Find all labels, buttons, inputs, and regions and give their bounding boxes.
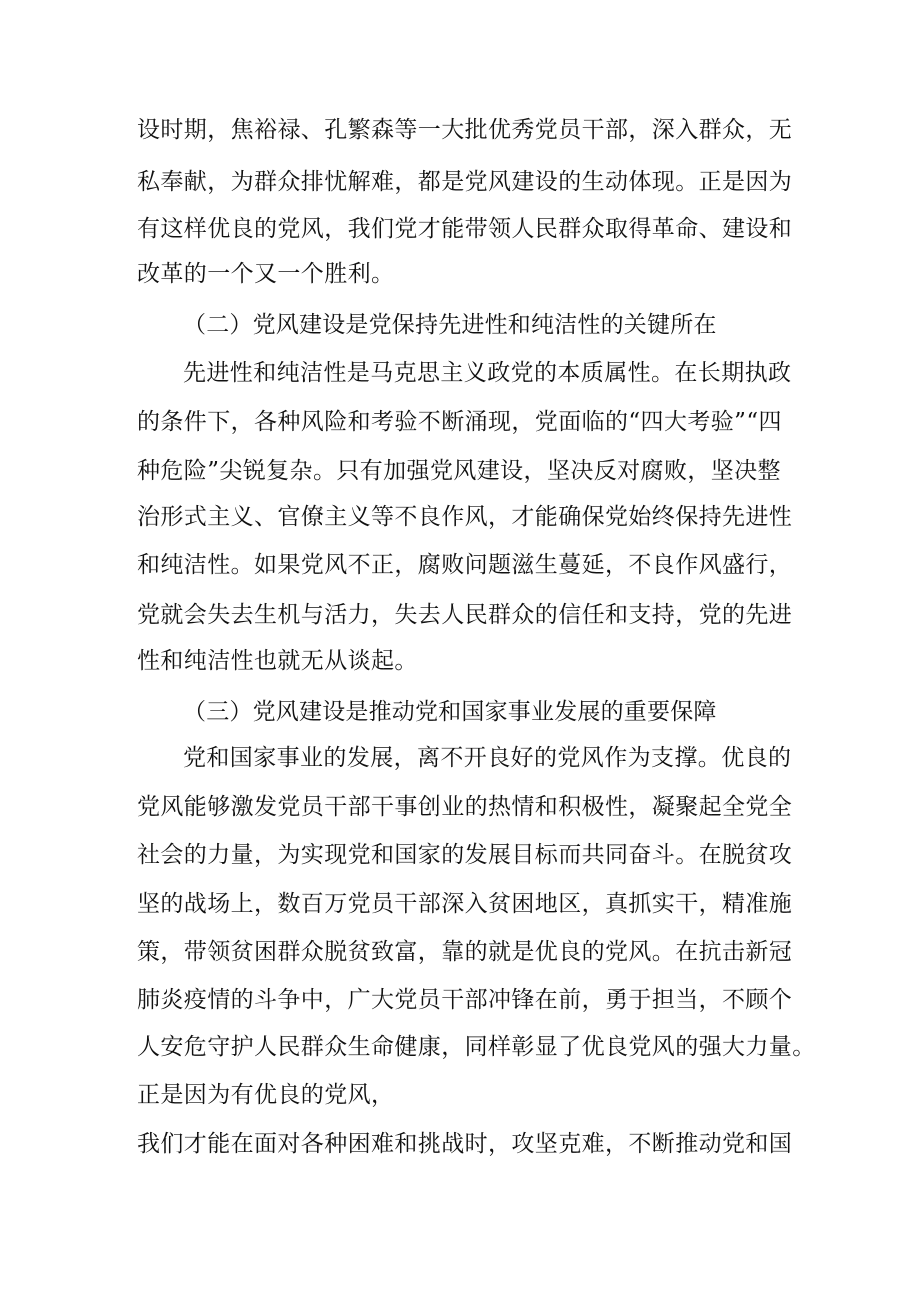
paragraph-line: 党风能够激发党员干部干事创业的热情和积极性，凝聚起全党全 <box>137 794 793 820</box>
paragraph-line: 人安危守护人民群众生命健康，同样彰显了优良党风的强大力量。 <box>137 1034 816 1060</box>
paragraph-line: 党和国家事业的发展，离不开良好的党风作为支撑。优良的 <box>183 745 792 771</box>
paragraph-line: 和纯洁性。如果党风不正，腐败问题滋生蔓延，不良作风盛行， <box>137 552 793 578</box>
section-heading-3: （三）党风建设是推动党和国家事业发展的重要保障 <box>183 699 717 725</box>
paragraph-line: 肺炎疫情的斗争中，广大党员干部冲锋在前，勇于担当，不顾个 <box>137 987 793 1013</box>
paragraph-line: 种危险”尖锐复杂。只有加强党风建设，坚决反对腐败，坚决整 <box>137 458 781 484</box>
paragraph-line: 治形式主义、官僚主义等不良作风，才能确保党始终保持先进性 <box>137 504 793 530</box>
paragraph-line: 的条件下，各种风险和考验不断涌现，党面临的“四大考验”“四 <box>137 409 782 435</box>
paragraph-line: 改革的一个又一个胜利。 <box>137 261 395 287</box>
paragraph-line: 有这样优良的党风，我们党才能带领人民群众取得革命、建设和 <box>137 216 793 242</box>
paragraph-line: 策，带领贫困群众脱贫致富，靠的就是优良的党风。在抗击新冠 <box>137 939 793 965</box>
paragraph-line: 我们才能在面对各种困难和挑战时，攻坚克难，不断推动党和国 <box>137 1131 793 1157</box>
paragraph-line: 设时期，焦裕禄、孔繁森等一大批优秀党员干部，深入群众，无 <box>137 117 793 143</box>
paragraph-line: 私奉献，为群众排忧解难，都是党风建设的生动体现。正是因为 <box>137 169 793 195</box>
paragraph-line: 正是因为有优良的党风， <box>137 1082 395 1108</box>
section-heading-2: （二）党风建设是党保持先进性和纯洁性的关键所在 <box>183 312 717 338</box>
paragraph-line: 坚的战场上，数百万党员干部深入贫困地区，真抓实干，精准施 <box>137 891 793 917</box>
paragraph-line: 性和纯洁性也就无从谈起。 <box>137 648 418 674</box>
paragraph-line: 党就会失去生机与活力，失去人民群众的信任和支持，党的先进 <box>137 602 793 628</box>
paragraph-line: 社会的力量，为实现党和国家的发展目标而共同奋斗。在脱贫攻 <box>137 842 793 868</box>
paragraph-line: 先进性和纯洁性是马克思主义政党的本质属性。在长期执政 <box>183 360 792 386</box>
